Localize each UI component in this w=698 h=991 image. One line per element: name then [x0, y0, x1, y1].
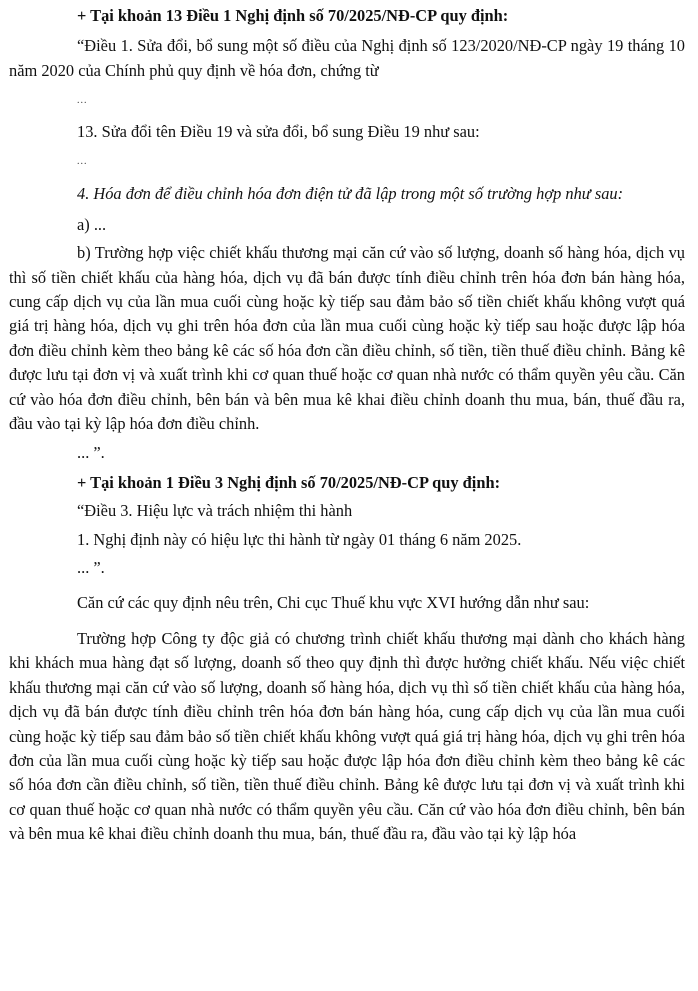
guidance-intro: Căn cứ các quy định nêu trên, Chi cục Thuế khu vực XVI hướng dẫn như sau: — [77, 592, 590, 612]
quote1-article: “Điều 1. Sửa đổi, bổ sung một số điều của Nghị định số 123/2020/NĐ-CP ngày 19 tháng 10 năm 2020 của Chính phủ quy định về hóa đơn, chứng từ — [9, 36, 685, 80]
ellipsis-1: ... — [77, 95, 88, 107]
quote2-header: + Tại khoản 1 Điều 3 Nghị định số 70/2025/NĐ-CP quy định: — [77, 472, 501, 492]
item-a: a) ... — [77, 214, 107, 234]
quote2-article: “Điều 3. Hiệu lực và trách nhiệm thi hành — [77, 501, 353, 521]
guidance-body: Trường hợp Công ty độc giả có chương trình chiết khấu thương mại dành cho khách hàng khi khách mua hàng đạt số lượng, doanh số theo quy định thì được hưởng chiết khấu. Nếu việc chiết khấu thương mại căn cứ vào số lượng, doanh số hàng hóa, dịch vụ thì số tiền chiết khấu của hàng hóa, dịch vụ đã bán được tính điều chỉnh trên hóa đơn bán hàng hóa, cung cấp dịch vụ của lần mua cuối cùng hoặc kỳ tiếp sau đảm bảo số tiền chiết khấu không vượt quá giá trị hàng hóa, dịch vụ ghi trên hóa đơn của lần mua cuối cùng hoặc kỳ tiếp sau hoặc được lập hóa đơn điều chỉnh kèm theo bảng kê các số hóa đơn cần điều chỉnh, số tiền, tiền thuế điều chỉnh. Bảng kê được lưu tại đơn vị và xuất trình khi cơ quan thuế hoặc cơ quan nhà nước có thẩm quyền yêu cầu. Căn cứ vào hóa đơn điều chỉnh, bên bán và bên mua kê khai điều chỉnh doanh thu mua, bán, thuế đầu ra, đầu vào tại kỳ lập hóa — [9, 628, 685, 844]
item-b: b) Trường hợp việc chiết khấu thương mại căn cứ vào số lượng, doanh số hàng hóa, dịch vụ thì số tiền chiết khấu của hàng hóa, dịch vụ đã bán được tính điều chỉnh trên hóa đơn bán hàng hóa, cung cấp dịch vụ của lần mua cuối cùng hoặc kỳ tiếp sau đảm bảo số tiền chiết khấu không vượt quá giá trị hàng hóa, dịch vụ ghi trên hóa đơn của lần mua cuối cùng hoặc kỳ tiếp sau hoặc được lập hóa đơn điều chỉnh kèm theo bảng kê các số hóa đơn cần điều chỉnh, số tiền, tiền thuế điều chỉnh. Bảng kê được lưu tại đơn vị và xuất trình khi cơ quan thuế hoặc cơ quan nhà nước có thẩm quyền yêu cầu. Căn cứ vào hóa đơn điều chỉnh, bên bán và bên mua kê khai điều chỉnh doanh thu mua, bán, thuế đầu ra, đầu vào tại kỳ lập hóa đơn điều chỉnh. — [9, 243, 685, 434]
quote2-clause-1: 1. Nghị định này có hiệu lực thi hành từ ngày 01 tháng 6 năm 2025. — [77, 529, 522, 549]
quote1-closing: ... ”. — [77, 442, 105, 462]
item-4: 4. Hóa đơn để điều chỉnh hóa đơn điện tử đã lập trong một số trường hợp như sau: — [77, 184, 624, 204]
quote1-header: + Tại khoản 13 Điều 1 Nghị định số 70/2025/NĐ-CP quy định: — [77, 6, 509, 25]
clause-13: 13. Sửa đổi tên Điều 19 và sửa đổi, bổ sung Điều 19 như sau: — [77, 121, 480, 141]
quote2-closing: ... ”. — [77, 558, 105, 578]
ellipsis-2: ... — [77, 156, 88, 168]
